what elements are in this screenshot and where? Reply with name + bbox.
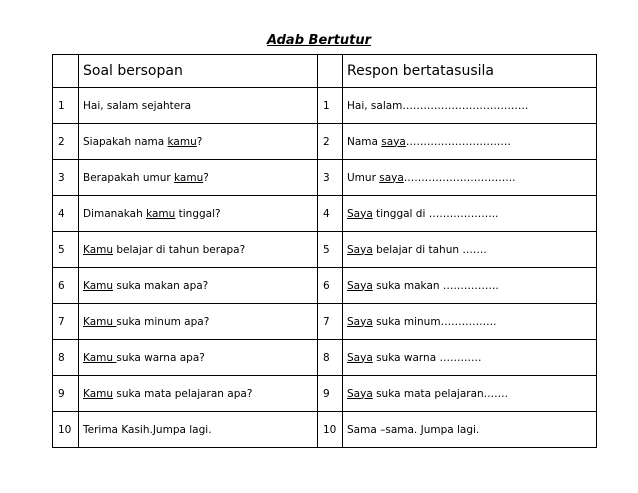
question-text bbox=[79, 268, 318, 304]
response-number: 8 bbox=[318, 340, 343, 376]
text-segment: Berapakah umur bbox=[83, 171, 175, 184]
text-segment: saya bbox=[379, 171, 404, 184]
table-header-row bbox=[53, 55, 597, 88]
table-row bbox=[53, 232, 597, 268]
question-text bbox=[79, 232, 318, 268]
question-number: 6 bbox=[53, 268, 79, 304]
text-segment: Nama bbox=[347, 135, 382, 148]
text-segment: Saya bbox=[347, 279, 373, 292]
text-segment: saya bbox=[381, 135, 406, 148]
question-text bbox=[79, 412, 318, 448]
text-segment: belajar di tahun ……. bbox=[372, 243, 487, 256]
question-text bbox=[79, 376, 318, 412]
text-segment: suka warna ………… bbox=[372, 351, 482, 364]
table-row bbox=[53, 196, 597, 232]
question-number: 5 bbox=[53, 232, 79, 268]
text-segment: Kamu bbox=[83, 387, 114, 400]
response-text bbox=[343, 88, 597, 124]
header-polite-response: Respon bertatasusila bbox=[343, 55, 597, 88]
table-row bbox=[53, 160, 597, 196]
question-number: 4 bbox=[53, 196, 79, 232]
text-segment: kamu bbox=[167, 135, 197, 148]
response-text bbox=[343, 196, 597, 232]
text-segment: suka makan apa? bbox=[113, 279, 209, 292]
table-row bbox=[53, 304, 597, 340]
question-text bbox=[79, 196, 318, 232]
response-number: 6 bbox=[318, 268, 343, 304]
text-segment: tinggal di ……………….. bbox=[372, 207, 499, 220]
question-number: 7 bbox=[53, 304, 79, 340]
text-segment: Kamu bbox=[83, 279, 114, 292]
question-number: 9 bbox=[53, 376, 79, 412]
text-segment: Hai, salam……………………………… bbox=[347, 99, 529, 112]
text-segment: Saya bbox=[347, 351, 373, 364]
table-row bbox=[53, 376, 597, 412]
text-segment: Dimanakah bbox=[83, 207, 147, 220]
response-number: 3 bbox=[318, 160, 343, 196]
text-segment: Saya bbox=[347, 243, 373, 256]
question-text bbox=[79, 304, 318, 340]
response-text bbox=[343, 304, 597, 340]
text-segment: kamu bbox=[146, 207, 176, 220]
question-number: 8 bbox=[53, 340, 79, 376]
dialogue-table bbox=[52, 54, 597, 448]
header-num-cell bbox=[318, 55, 343, 88]
text-segment: suka warna apa? bbox=[116, 351, 205, 364]
response-number: 2 bbox=[318, 124, 343, 160]
text-segment: belajar di tahun berapa? bbox=[113, 243, 246, 256]
text-segment: ? bbox=[203, 171, 209, 184]
table-row bbox=[53, 268, 597, 304]
text-segment: ………………………….. bbox=[403, 171, 516, 184]
question-number: 10 bbox=[53, 412, 79, 448]
header-num-cell bbox=[53, 55, 79, 88]
header-polite-question: Soal bersopan bbox=[79, 55, 318, 88]
text-segment: Saya bbox=[347, 315, 373, 328]
text-segment: suka minum apa? bbox=[116, 315, 210, 328]
table-row bbox=[53, 412, 597, 448]
text-segment: suka mata pelajaran……. bbox=[372, 387, 509, 400]
document-title: Adab Bertutur bbox=[266, 33, 372, 48]
table-row bbox=[53, 340, 597, 376]
text-segment: Saya bbox=[347, 387, 373, 400]
question-text bbox=[79, 340, 318, 376]
response-number: 1 bbox=[318, 88, 343, 124]
text-segment: Hai, salam sejahtera bbox=[83, 99, 192, 112]
question-number: 1 bbox=[53, 88, 79, 124]
text-segment: Saya bbox=[347, 207, 373, 220]
response-text bbox=[343, 340, 597, 376]
text-segment: tinggal? bbox=[175, 207, 221, 220]
question-number: 2 bbox=[53, 124, 79, 160]
table-row bbox=[53, 124, 597, 160]
response-text bbox=[343, 232, 597, 268]
text-segment: ? bbox=[196, 135, 203, 148]
response-text bbox=[343, 268, 597, 304]
response-number: 10 bbox=[318, 412, 343, 448]
text-segment: Umur bbox=[347, 171, 380, 184]
response-number: 4 bbox=[318, 196, 343, 232]
text-segment: suka mata pelajaran apa? bbox=[113, 387, 253, 400]
response-number: 5 bbox=[318, 232, 343, 268]
text-segment: Terima Kasih.Jumpa lagi. bbox=[83, 423, 212, 436]
text-segment: Kamu bbox=[83, 243, 114, 256]
text-segment: suka makan ……………. bbox=[372, 279, 499, 292]
question-text bbox=[79, 88, 318, 124]
response-number: 9 bbox=[318, 376, 343, 412]
response-text bbox=[343, 412, 597, 448]
question-number: 3 bbox=[53, 160, 79, 196]
text-segment: Siapakah nama bbox=[83, 135, 168, 148]
text-segment: suka minum……………. bbox=[372, 315, 497, 328]
response-number: 7 bbox=[318, 304, 343, 340]
text-segment: kamu bbox=[174, 171, 204, 184]
text-segment: Kamu bbox=[83, 315, 117, 328]
text-segment: ………………………… bbox=[405, 135, 511, 148]
question-text bbox=[79, 124, 318, 160]
response-text bbox=[343, 124, 597, 160]
text-segment: Sama –sama. Jumpa lagi. bbox=[347, 423, 480, 436]
question-text bbox=[79, 160, 318, 196]
table-row bbox=[53, 88, 597, 124]
response-text bbox=[343, 376, 597, 412]
text-segment: Kamu bbox=[83, 351, 117, 364]
response-text bbox=[343, 160, 597, 196]
